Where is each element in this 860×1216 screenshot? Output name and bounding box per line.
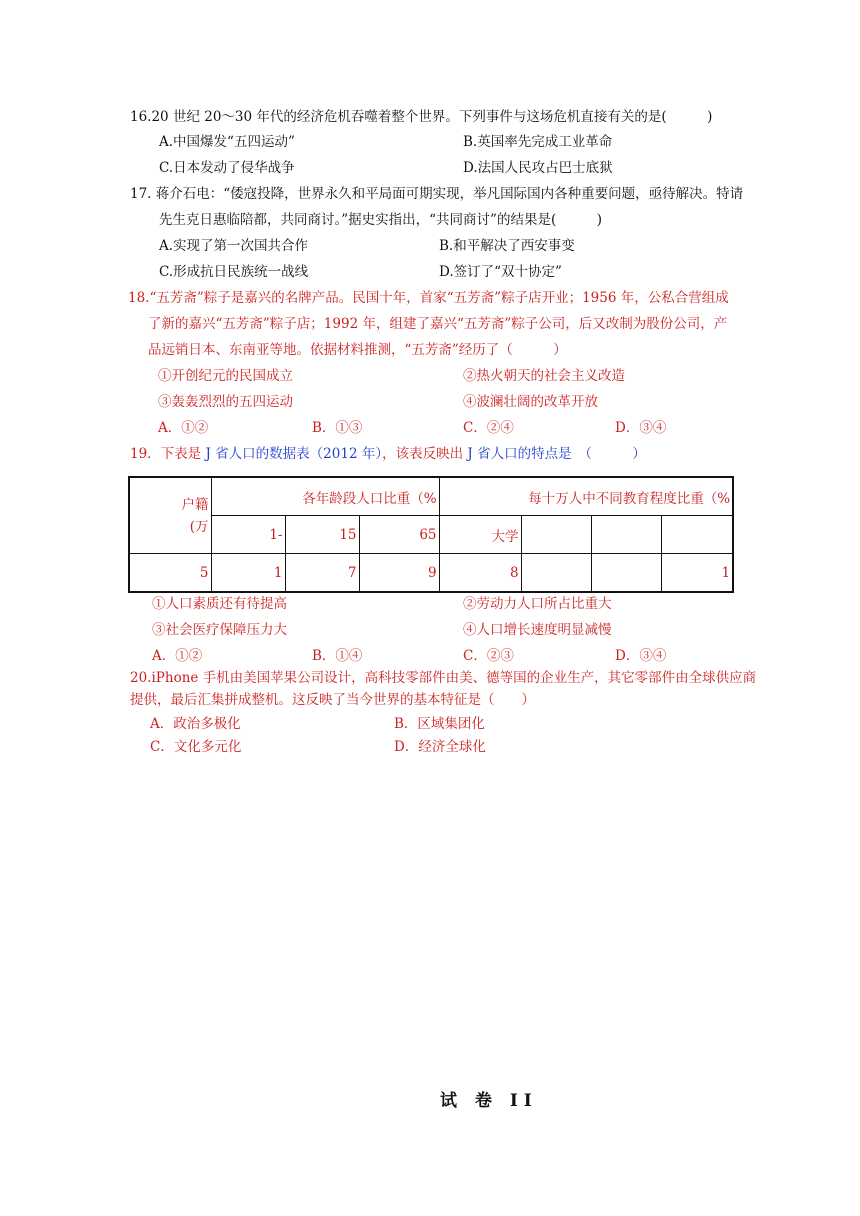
q19-item-1: ①人口素质还有待提高 xyxy=(152,596,287,612)
q19-choice-a: A．①② xyxy=(152,648,203,664)
q17-option-b: B.和平解决了西安事变 xyxy=(439,238,575,254)
table-header-household xyxy=(129,477,211,554)
table-data-cell: 7 xyxy=(285,554,359,593)
q20-option-d: D．经济全球化 xyxy=(394,739,486,755)
q18-item-2: ②热火朝天的社会主义改造 xyxy=(463,368,625,384)
q18-choice-d: D．③④ xyxy=(615,420,667,436)
table-subheader-cell: 65 xyxy=(359,516,439,554)
q18-stem-line2: 了新的嘉兴“五芳斋”粽子店；1992 年，组建了嘉兴“五芳斋”粽子公司，后又改制为股份公司，产 xyxy=(148,316,728,332)
q17-option-d: D.签订了“双十协定” xyxy=(439,264,562,280)
population-table xyxy=(128,476,734,593)
table-data-cell xyxy=(591,554,661,593)
q19-item-4: ④人口增长速度明显减慢 xyxy=(463,622,612,638)
q19-stem-part-d: J 省人口的特点是 （ ） xyxy=(467,446,646,462)
q18-choice-b: B．①③ xyxy=(312,420,363,436)
table-header-education-group: 每十万人中不同教育程度比重（% xyxy=(439,477,733,516)
table-subheader-cell xyxy=(591,516,661,554)
q20-option-c: C．文化多元化 xyxy=(150,739,242,755)
q16-option-b: B.英国率先完成工业革命 xyxy=(463,134,613,150)
q18-item-4: ④波澜壮阔的改革开放 xyxy=(463,394,598,410)
table-data-cell xyxy=(661,554,733,593)
q18-choice-c: C．②④ xyxy=(463,420,514,436)
table-data-cell xyxy=(521,554,591,593)
q17-stem-line1: 17. 蒋介石电：“倭寇投降，世界永久和平局面可期实现，举凡国际国内各种重要问题，亟待解决。特请 xyxy=(130,186,744,202)
q19-choice-d: D．③④ xyxy=(615,648,667,664)
table-data-cell: 5 xyxy=(129,554,211,593)
q19-stem-part-a: 19．下表是 xyxy=(130,446,206,462)
q19-stem xyxy=(130,444,646,464)
q19-choice-c: C．②③ xyxy=(463,648,514,664)
q19-item-3: ③社会医疗保障压力大 xyxy=(152,622,287,638)
q20-stem-line2: 提供，最后汇集拼成整机。这反映了当今世界的基本特征是（ ） xyxy=(130,692,535,708)
q18-stem-line3: 品远销日本、东南亚等地。依据材料推测，“五芳斋”经历了（ ） xyxy=(148,342,567,358)
table-subheader-cell: 15 xyxy=(285,516,359,554)
q18-choice-a: A．①② xyxy=(158,420,209,436)
table-header-age-group: 各年龄段人口比重（% xyxy=(211,477,439,516)
q18-item-1: ①开创纪元的民国成立 xyxy=(158,368,293,384)
table-data-cell: 9 xyxy=(359,554,439,593)
q16-option-a: A.中国爆发“五四运动” xyxy=(159,134,295,150)
q17-option-a: A.实现了第一次国共合作 xyxy=(159,238,309,254)
table-subheader-cell xyxy=(521,516,591,554)
q19-stem-part-c: ，该表反映出 xyxy=(382,446,468,462)
table-subheader-cell xyxy=(661,516,733,554)
q16-option-c: C.日本发动了侵华战争 xyxy=(159,160,295,176)
q16-option-d: D.法国人民攻占巴士底狱 xyxy=(463,160,613,176)
q20-stem-line1: 20.iPhone 手机由美国苹果公司设计，高科技零部件由美、德等国的企业生产，其它零部件由全球供应商 xyxy=(130,670,757,686)
q17-option-c: C.形成抗日民族统一战线 xyxy=(159,264,309,280)
table-data-cell: 1 xyxy=(211,554,285,593)
table-header-household-top: 户籍 xyxy=(181,496,209,513)
section-title: 试 卷 II xyxy=(440,1091,538,1111)
q20-option-a: A．政治多极化 xyxy=(150,716,241,732)
q20-option-b: B．区域集团化 xyxy=(394,716,485,732)
table-data-cell-trailing: 1 xyxy=(721,564,731,581)
q19-stem-part-b: J 省人口的数据表（2012 年） xyxy=(205,446,383,462)
q19-choice-b: B．①④ xyxy=(312,648,363,664)
q18-item-3: ③轰轰烈烈的五四运动 xyxy=(158,394,293,410)
table-data-cell: 8 xyxy=(439,554,521,593)
table-subheader-cell: 大学 xyxy=(439,516,521,554)
table-header-household-bottom: (万 xyxy=(189,518,209,535)
q19-item-2: ②劳动力人口所占比重大 xyxy=(463,596,612,612)
q17-stem-line2: 先生克日惠临陪都，共同商讨。”据史实指出，“共同商讨”的结果是( ) xyxy=(159,212,602,228)
table-subheader-cell: 1- xyxy=(211,516,285,554)
q16-stem: 16.20 世纪 20～30 年代的经济危机吞噬着整个世界。下列事件与这场危机直接有关的是( ) xyxy=(130,109,713,125)
q18-stem-line1: 18.“五芳斋”粽子是嘉兴的名牌产品。民国十年，首家“五芳斋”粽子店开业；1956 年，公私合营组成 xyxy=(128,290,729,306)
